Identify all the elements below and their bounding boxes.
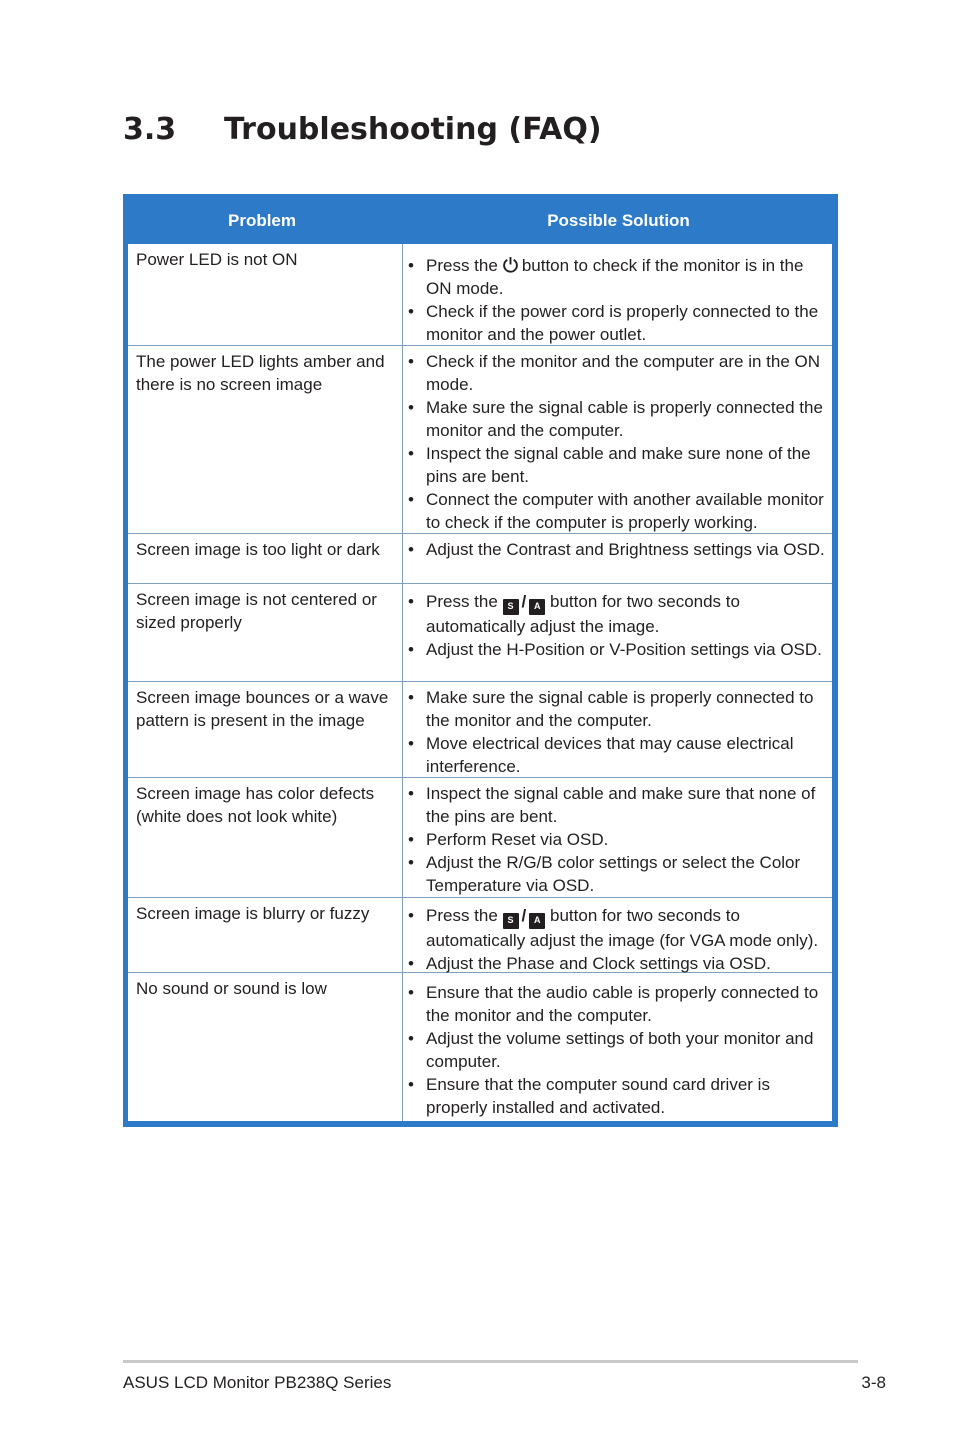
a-key-icon: A: [529, 599, 545, 615]
solution-list: [408, 350, 832, 534]
solution-item: [408, 350, 832, 396]
header-problem: Problem: [227, 211, 297, 230]
solution-item: [408, 952, 832, 975]
solution-text-post: button for two seconds to automatically adjust the image.: [426, 592, 740, 636]
bullet-icon: •: [408, 954, 414, 973]
table-row: [128, 534, 832, 584]
section-heading: [123, 112, 602, 147]
solution-text-pre: Press the: [426, 256, 498, 275]
bullet-icon: •: [408, 256, 414, 275]
column-divider: [402, 244, 403, 345]
problem-cell: Screen image is too light or dark: [136, 540, 380, 559]
bullet-icon: •: [408, 592, 414, 611]
section-number: 3.3: [123, 112, 177, 147]
bullet-icon: •: [408, 398, 414, 417]
solution-item: [408, 981, 832, 1027]
solution-item: [408, 1073, 832, 1119]
faq-table-body: [128, 244, 832, 1121]
solution-item: [408, 442, 832, 488]
bullet-icon: •: [408, 302, 414, 321]
solution-text: Adjust the Phase and Clock settings via OSD.: [426, 954, 771, 973]
solution-item: [408, 488, 832, 534]
header-solution: Possible Solution: [547, 211, 690, 230]
solution-text: Inspect the signal cable and make sure none of the pins are bent.: [426, 444, 811, 486]
solution-text: Adjust the R/G/B color settings or select the Color Temperature via OSD.: [426, 853, 801, 895]
column-divider: [402, 584, 403, 681]
bullet-icon: •: [408, 352, 414, 371]
column-divider: [402, 973, 403, 1121]
bullet-icon: •: [408, 853, 414, 872]
solution-text: Check if the monitor and the computer are in the ON mode.: [426, 352, 821, 394]
table-row: [128, 682, 832, 778]
solution-text: Make sure the signal cable is properly connected to the monitor and the computer.: [426, 688, 814, 730]
solution-item: [408, 254, 832, 300]
solution-list: [408, 254, 832, 346]
column-divider: [402, 778, 403, 897]
solution-item: [408, 782, 832, 828]
solution-item: [408, 300, 832, 346]
solution-text: Inspect the signal cable and make sure that none of the pins are bent.: [426, 784, 816, 826]
bullet-icon: •: [408, 640, 414, 659]
solution-item: [408, 828, 832, 851]
bullet-icon: •: [408, 1075, 414, 1094]
table-row: [128, 898, 832, 973]
solution-text: Adjust the Contrast and Brightness settings via OSD.: [426, 540, 825, 559]
table-row: [128, 778, 832, 898]
table-row: [128, 244, 832, 346]
bullet-icon: •: [408, 906, 414, 925]
table-row: [128, 973, 832, 1121]
solution-list: [408, 981, 832, 1119]
solution-list: [408, 590, 832, 661]
solution-list: [408, 538, 832, 561]
bullet-icon: •: [408, 490, 414, 509]
solution-item: [408, 1027, 832, 1073]
problem-cell: The power LED lights amber and there is no screen image: [136, 352, 385, 394]
solution-text: Check if the power cord is properly connected to the monitor and the power outlet.: [426, 302, 819, 344]
solution-item: [408, 851, 832, 897]
column-divider: [402, 682, 403, 777]
solution-text: Move electrical devices that may cause electrical interference.: [426, 734, 794, 776]
problem-cell: Screen image is not centered or sized properly: [136, 590, 377, 632]
faq-table: [123, 194, 838, 1127]
solution-list: [408, 686, 832, 778]
solution-item: [408, 590, 832, 638]
solution-text-pre: Press the: [426, 592, 498, 611]
bullet-icon: •: [408, 540, 414, 559]
bullet-icon: •: [408, 734, 414, 753]
solution-text-post: button to check if the monitor is in the ON mode.: [426, 256, 804, 298]
column-divider: [402, 898, 403, 972]
power-icon: [502, 256, 519, 273]
solution-item: [408, 396, 832, 442]
bullet-icon: •: [408, 830, 414, 849]
slash-separator: /: [521, 592, 527, 611]
problem-cell: Screen image is blurry or fuzzy: [136, 904, 370, 923]
slash-separator: /: [521, 906, 527, 925]
problem-cell: Screen image has color defects (white does not look white): [136, 784, 375, 826]
footer-page-number: 3-8: [861, 1373, 886, 1392]
solution-text: Adjust the H-Position or V-Position settings via OSD.: [426, 640, 822, 659]
solution-item: [408, 638, 832, 661]
solution-list: [408, 782, 832, 897]
a-key-icon: A: [529, 913, 545, 929]
solution-text: Ensure that the audio cable is properly connected to the monitor and the computer.: [426, 983, 819, 1025]
bullet-icon: •: [408, 784, 414, 803]
solution-item: [408, 538, 832, 561]
bullet-icon: •: [408, 688, 414, 707]
solution-text-post: button for two seconds to automatically adjust the image (for VGA mode only).: [426, 906, 819, 950]
s-key-icon: S: [503, 599, 519, 615]
bullet-icon: •: [408, 983, 414, 1002]
solution-text: Adjust the volume settings of both your monitor and computer.: [426, 1029, 814, 1071]
solution-text: Make sure the signal cable is properly connected the monitor and the computer.: [426, 398, 823, 440]
column-divider: [402, 346, 403, 533]
solution-text: Ensure that the computer sound card driver is properly installed and activated.: [426, 1075, 770, 1117]
problem-cell: Screen image bounces or a wave pattern is present in the image: [136, 688, 389, 730]
footer-product-name: ASUS LCD Monitor PB238Q Series: [123, 1373, 392, 1392]
problem-cell: No sound or sound is low: [136, 979, 327, 998]
solution-text-pre: Press the: [426, 906, 498, 925]
solution-list: [408, 904, 832, 975]
solution-text: Perform Reset via OSD.: [426, 830, 609, 849]
faq-table-header: [123, 194, 838, 244]
bullet-icon: •: [408, 444, 414, 463]
table-row: [128, 346, 832, 534]
column-divider: [402, 534, 403, 583]
section-title: Troubleshooting (FAQ): [224, 112, 602, 147]
solution-item: [408, 904, 832, 952]
table-row: [128, 584, 832, 682]
s-key-icon: S: [503, 913, 519, 929]
solution-item: [408, 732, 832, 778]
problem-cell: Power LED is not ON: [136, 250, 298, 269]
footer-rule: [123, 1360, 858, 1363]
bullet-icon: •: [408, 1029, 414, 1048]
solution-text: Connect the computer with another available monitor to check if the computer is properly working.: [426, 490, 824, 532]
solution-item: [408, 686, 832, 732]
